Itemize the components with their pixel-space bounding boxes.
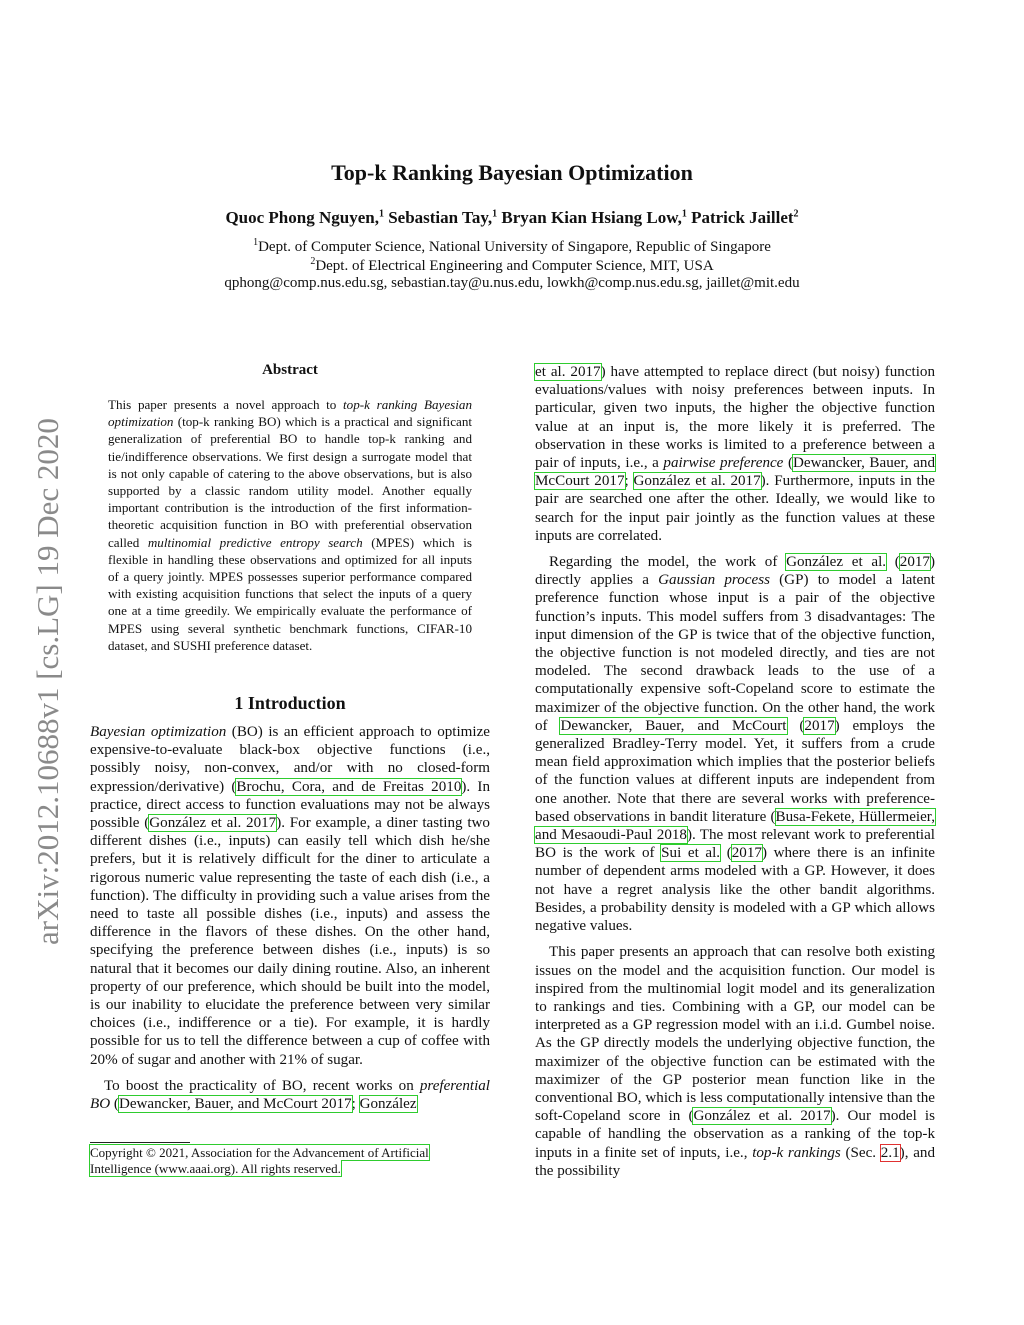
affiliation-1: $^1$Dept. of Computer Science, National University of Singapore, Republic of Singapore	[253, 237, 771, 255]
citation-link[interactable]: González	[359, 1096, 417, 1113]
arxiv-id: arXiv:2012.10688v1 [cs.LG] 19 Dec 2020	[30, 418, 65, 945]
citation-link[interactable]: González et al. 2017	[693, 1108, 831, 1125]
citation-link[interactable]: 2017	[804, 717, 835, 734]
citation-link[interactable]: Sui et al.	[661, 845, 721, 862]
abstract-body: This paper presents a novel approach to top-k ranking Bayesian optimization (top-k ranking BO) which is a practical and significant generalization of preferential BO to handle top-k ranking and tie/indifference observations. We first design a surrogate model that is not only capable of catering to the above observations, but is also supported by a classic random utility model. Another equally important contribution is the introduction of the first information-theoretic acquisition function in BO with preferential observation called multinomial predictive entropy search (MPES) which is flexible in handling these observations and optimized for all inputs of a query jointly. MPES possesses superior performance compared with existing acquisition functions that select the inputs of a query one at a time greedily. We empirically evaluate the performance of MPES using several synthetic benchmark functions, CIFAR-10 dataset, and SUSHI preference dataset.	[108, 397, 473, 653]
citation-link[interactable]: 2017	[731, 845, 762, 862]
left-column	[90, 723, 490, 1113]
author-3: Bryan Kian Hsiang Low,	[501, 208, 682, 227]
citation-link[interactable]: González et al.	[786, 554, 887, 571]
citation-link[interactable]: Brochu, Cora, and de Freitas 2010	[236, 778, 462, 795]
author-4: Patrick Jaillet	[691, 208, 794, 227]
paper-title: Top-k Ranking Bayesian Optimization	[331, 160, 693, 185]
citation-link[interactable]: Busa-Fekete, Hüllermeier, and Mesaoudi-Paul 2018	[535, 808, 935, 844]
intro-paragraph-2: To boost the practicality of BO, recent works on preferential BO (Dewancker, Bauer, and McCourt 2017; González	[90, 1077, 490, 1113]
author-1: Quoc Phong Nguyen,	[225, 208, 379, 227]
right-paragraph-3: This paper presents an approach that can resolve both existing issues on the model and the acquisition function. Our model is inspired from the multinomial logit model and its generalization to rankings and ties. Combining with a GP, our model can be interpreted as a GP regression model with an i.i.d. Gumbel noise. As the GP directly models the underlying objective function, the maximizer of the objective function can be estimated with the maximizer of the GP posterior mean function like in the conventional BO, which is less computationally intensive than the soft-Copeland score in (González et al. 2017). Our model is capable of handling the observation as a ranking of the top-k inputs in a finite set of inputs, i.e., top-k rankings (Sec. 2.1), and the possibility	[535, 944, 935, 1179]
citation-link[interactable]: Dewancker, Bauer, and McCourt 2017	[118, 1096, 352, 1113]
section-heading-introduction: 1 Introduction	[234, 693, 346, 713]
footnote-rule	[90, 1142, 190, 1143]
author-2: Sebastian Tay,	[388, 208, 493, 227]
citation-link[interactable]: González et al. 2017	[633, 473, 761, 490]
copyright-footnote	[90, 1145, 490, 1177]
author-line: Quoc Phong Nguyen,$^1$ Sebastian Tay,$^1$ Bryan Kian Hsiang Low,$^1$ Patrick Jaillet$^2$	[225, 208, 799, 227]
right-paragraph-1: et al. 2017) have attempted to replace direct (but noisy) function evaluations/values with noisy preferences between inputs. In particular, given two inputs, the higher the objective function value at an input is, the more likely it is preferred. The observation in these works is limited to a preference between a pair of inputs, i.e., a pairwise preference (Dewancker, Bauer, and McCourt 2017; González et al. 2017). Furthermore, inputs in the pair are searched one after the other. Ideally, we would like to search for the input pair jointly as the function values at these inputs are correlated.	[535, 364, 935, 544]
arxiv-stamp	[20, 350, 68, 950]
intro-paragraph-1: Bayesian optimization (BO) is an efficient approach to optimize expensive-to-evaluate black-box objective functions (i.e., possibly noisy, non-convex, and/or with no closed-form expression/derivative) (Brochu, Cora, and de Freitas 2010). In practice, direct access to function evaluations may not be always possible (González et al. 2017). For example, a diner tasting two different dishes (i.e., inputs) can easily tell which dish he/she prefers, but it is relatively difficult for the diner to articulate a rigorous numeric value representing the taste of each dish (i.e., a function). The difficulty in providing such a value arises from the need to taste all possible dishes (i.e., inputs) and assess the difference in the flavors of these dishes. On the other hand, specifying the preference between dishes (i.e., inputs) is so natural that it becomes our daily dining routine. Also, an inherent property of our preference, which should be built into the model, is our inability to elucidate the preference between very similar choices (i.e., indifference or a tie). For example, it is hardly possible for us to tell the difference between a cup of coffee with 20% of sugar and another with 21% of sugar.	[90, 724, 491, 1068]
citation-link[interactable]: Dewancker, Bauer, and McCourt 2017	[535, 455, 935, 490]
right-column	[535, 363, 935, 1180]
author-emails: qphong@comp.nus.edu.sg, sebastian.tay@u.nus.edu, lowkh@comp.nus.edu.sg, jaillet@mit.edu	[224, 275, 800, 291]
affiliation-2: $^2$Dept. of Electrical Engineering and Computer Science, MIT, USA	[310, 256, 714, 274]
citation-link[interactable]: et al. 2017	[535, 364, 601, 380]
section-ref-link[interactable]: 2.1	[880, 1144, 900, 1161]
citation-link[interactable]: González et al. 2017	[149, 815, 277, 832]
copyright-link[interactable]: Copyright © 2021, Association for the Advancement of Artificial Intelligence (www.aaai.org). All rights reserved.	[90, 1145, 429, 1176]
right-paragraph-2: Regarding the model, the work of González et al. (2017) directly applies a Gaussian process (GP) to model a latent preference function whose input is a pair of the objective function’s inputs. This model suffers from 3 disadvantages: The input dimension of the GP is twice that of the objective function, the objective function is not modeled directly, and ties are not modeled. The second drawback leads to the use of a computationally expensive soft-Copeland score to estimate the maximizer of the objective function. On the other hand, the work of Dewancker, Bauer, and McCourt (2017) employs the generalized Bradley-Terry model. Yet, it suffers from a crude mean field approximation which implies that the posterior beliefs of the function values at different inputs are independent from one another. Note that there are several works with preference-based observations in bandit literature (Busa-Fekete, Hüllermeier, and Mesaoudi-Paul 2018). The most relevant work to preferential BO is the work of Sui et al. (2017) where there is an infinite number of dependent arms modeled with a GP. However, it does not have a regret analysis like the other bandit algorithms. Besides, a probability density is modeled with a GP which allows negative values.	[535, 554, 936, 935]
citation-link[interactable]: 2017	[899, 554, 930, 571]
abstract-heading: Abstract	[262, 362, 318, 378]
citation-link[interactable]: Dewancker, Bauer, and McCourt	[560, 717, 787, 734]
